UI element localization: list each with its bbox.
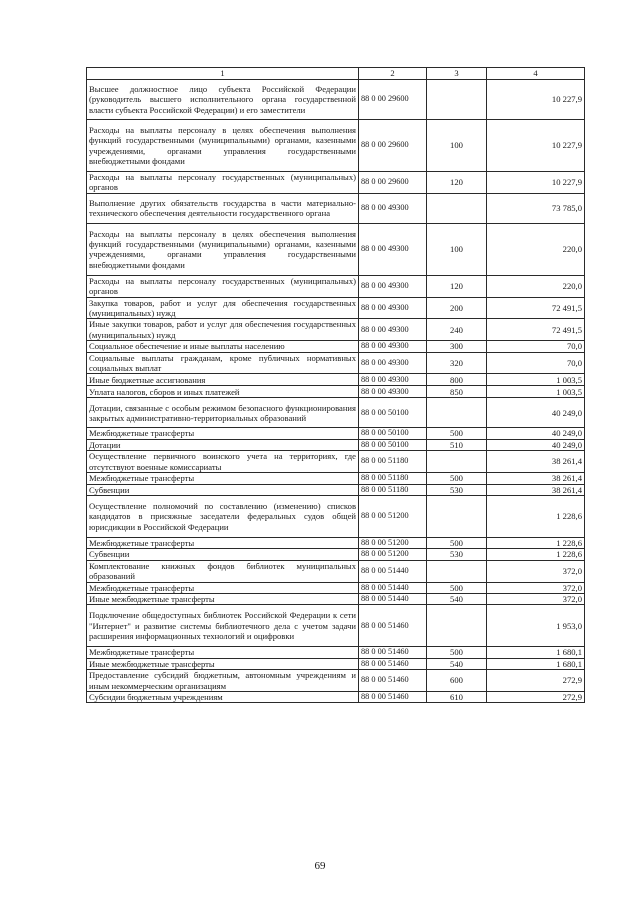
row-expense-type-cell: 500 (427, 537, 487, 548)
row-name-cell: Иные межбюджетные трансферты (87, 658, 359, 669)
column-header-2: 2 (359, 68, 427, 80)
row-amount-cell: 70,0 (487, 341, 585, 352)
table-row (87, 451, 585, 473)
row-code-cell: 88 0 00 51180 (359, 473, 427, 484)
row-code-cell: 88 0 00 51200 (359, 495, 427, 537)
row-amount-cell: 372,0 (487, 593, 585, 604)
table-row (87, 670, 585, 692)
column-header-4: 4 (487, 68, 585, 80)
row-expense-type-cell: 100 (427, 223, 487, 275)
row-name-cell: Дотации, связанные с особым режимом безопасного функционирования закрытых административно-территориальных образований (87, 398, 359, 428)
row-expense-type-cell: 510 (427, 439, 487, 450)
row-expense-type-cell: 500 (427, 647, 487, 658)
row-name-cell: Предоставление субсидий бюджетным, автономным учреждениям и иным некоммерческим организациям (87, 670, 359, 692)
row-expense-type-cell: 120 (427, 275, 487, 297)
table-row (87, 593, 585, 604)
row-amount-cell: 10 227,9 (487, 120, 585, 172)
row-name-cell: Иные бюджетные ассигнования (87, 374, 359, 386)
row-expense-type-cell: 800 (427, 374, 487, 386)
row-name-cell: Комплектование книжных фондов библиотек муниципальных образований (87, 560, 359, 582)
row-name-cell: Межбюджетные трансферты (87, 647, 359, 658)
row-amount-cell: 1 953,0 (487, 605, 585, 647)
row-expense-type-cell (427, 495, 487, 537)
row-name-cell: Иные межбюджетные трансферты (87, 593, 359, 604)
row-amount-cell: 1 680,1 (487, 658, 585, 669)
table-row (87, 647, 585, 658)
row-code-cell: 88 0 00 51460 (359, 605, 427, 647)
row-amount-cell: 1 228,6 (487, 495, 585, 537)
row-name-cell: Иные закупки товаров, работ и услуг для обеспечения государственных (муниципальных) нужд (87, 319, 359, 341)
row-amount-cell: 10 227,9 (487, 172, 585, 194)
table-row (87, 495, 585, 537)
row-amount-cell: 38 261,4 (487, 451, 585, 473)
table-row (87, 473, 585, 484)
row-name-cell: Расходы на выплаты персоналу в целях обеспечения выполнения функций государственными (муниципальными) органами, казенными учреждениями, органами управления государственными внебюджетными фондами (87, 223, 359, 275)
row-name-cell: Расходы на выплаты персоналу государственных (муниципальных) органов (87, 275, 359, 297)
row-name-cell: Межбюджетные трансферты (87, 473, 359, 484)
row-expense-type-cell (427, 560, 487, 582)
row-code-cell: 88 0 00 49300 (359, 352, 427, 374)
table-row (87, 428, 585, 439)
row-amount-cell: 10 227,9 (487, 80, 585, 120)
row-code-cell: 88 0 00 49300 (359, 223, 427, 275)
row-amount-cell: 1 680,1 (487, 647, 585, 658)
table-row (87, 560, 585, 582)
row-name-cell: Подключение общедоступных библиотек Российской Федерации к сети "Интернет" и развитие системы библиотечного дела с учетом задачи расширения информационных технологий и оцифровки (87, 605, 359, 647)
row-expense-type-cell (427, 451, 487, 473)
row-code-cell: 88 0 00 51440 (359, 582, 427, 593)
table-row (87, 691, 585, 702)
row-code-cell: 88 0 00 49300 (359, 341, 427, 352)
table-row (87, 120, 585, 172)
row-amount-cell: 70,0 (487, 352, 585, 374)
row-name-cell: Расходы на выплаты персоналу государственных (муниципальных) органов (87, 172, 359, 194)
budget-table (86, 67, 585, 703)
row-expense-type-cell (427, 193, 487, 223)
row-expense-type-cell: 540 (427, 593, 487, 604)
table-row (87, 80, 585, 120)
row-amount-cell: 220,0 (487, 275, 585, 297)
row-expense-type-cell: 200 (427, 297, 487, 319)
row-code-cell: 88 0 00 49300 (359, 374, 427, 386)
table-row (87, 341, 585, 352)
row-amount-cell: 1 228,6 (487, 549, 585, 560)
table-row (87, 605, 585, 647)
row-code-cell: 88 0 00 50100 (359, 428, 427, 439)
row-code-cell: 88 0 00 51200 (359, 549, 427, 560)
row-code-cell: 88 0 00 51200 (359, 537, 427, 548)
row-amount-cell: 220,0 (487, 223, 585, 275)
row-name-cell: Межбюджетные трансферты (87, 428, 359, 439)
row-amount-cell: 372,0 (487, 582, 585, 593)
row-expense-type-cell: 320 (427, 352, 487, 374)
row-amount-cell: 40 249,0 (487, 439, 585, 450)
table-row (87, 658, 585, 669)
row-amount-cell: 272,9 (487, 691, 585, 702)
row-name-cell: Осуществление первичного воинского учета на территориях, где отсутствуют военные комиссариаты (87, 451, 359, 473)
row-expense-type-cell: 540 (427, 658, 487, 669)
row-amount-cell: 372,0 (487, 560, 585, 582)
row-name-cell: Субвенции (87, 549, 359, 560)
row-expense-type-cell: 500 (427, 473, 487, 484)
table-row (87, 549, 585, 560)
row-name-cell: Уплата налогов, сборов и иных платежей (87, 386, 359, 398)
row-expense-type-cell: 850 (427, 386, 487, 398)
row-code-cell: 88 0 00 51460 (359, 691, 427, 702)
row-code-cell: 88 0 00 49300 (359, 297, 427, 319)
header-row (87, 68, 585, 80)
row-code-cell: 88 0 00 51440 (359, 593, 427, 604)
row-amount-cell: 1 003,5 (487, 374, 585, 386)
row-code-cell: 88 0 00 49300 (359, 275, 427, 297)
row-code-cell: 88 0 00 49300 (359, 386, 427, 398)
table-row (87, 297, 585, 319)
table-row (87, 172, 585, 194)
row-code-cell: 88 0 00 49300 (359, 193, 427, 223)
row-amount-cell: 72 491,5 (487, 297, 585, 319)
table-row (87, 223, 585, 275)
row-amount-cell: 272,9 (487, 670, 585, 692)
table-row (87, 439, 585, 450)
row-expense-type-cell: 610 (427, 691, 487, 702)
table-row (87, 374, 585, 386)
row-code-cell: 88 0 00 51440 (359, 560, 427, 582)
table-row (87, 275, 585, 297)
row-name-cell: Расходы на выплаты персоналу в целях обеспечения выполнения функций государственными (муниципальными) органами, казенными учреждениями, органами управления государственными внебюджетными фондами (87, 120, 359, 172)
row-expense-type-cell: 100 (427, 120, 487, 172)
row-name-cell: Межбюджетные трансферты (87, 582, 359, 593)
row-name-cell: Межбюджетные трансферты (87, 537, 359, 548)
table-row (87, 352, 585, 374)
row-expense-type-cell: 240 (427, 319, 487, 341)
row-amount-cell: 40 249,0 (487, 428, 585, 439)
row-amount-cell: 1 003,5 (487, 386, 585, 398)
row-expense-type-cell: 600 (427, 670, 487, 692)
row-name-cell: Высшее должностное лицо субъекта Российской Федерации (руководитель высшего исполнительного органа государственной власти субъекта Российской Федерации) и его заместители (87, 80, 359, 120)
row-amount-cell: 38 261,4 (487, 484, 585, 495)
row-code-cell: 88 0 00 49300 (359, 319, 427, 341)
row-name-cell: Социальные выплаты гражданам, кроме публичных нормативных социальных выплат (87, 352, 359, 374)
table-row (87, 319, 585, 341)
row-name-cell: Закупка товаров, работ и услуг для обеспечения государственных (муниципальных) нужд (87, 297, 359, 319)
row-name-cell: Субвенции (87, 484, 359, 495)
page-number: 69 (314, 860, 326, 872)
row-name-cell: Дотации (87, 439, 359, 450)
table-row (87, 537, 585, 548)
row-name-cell: Осуществление полномочий по составлению (изменению) списков кандидатов в присяжные заседатели федеральных судов общей юрисдикции в Российской Федерации (87, 495, 359, 537)
row-expense-type-cell: 300 (427, 341, 487, 352)
row-expense-type-cell: 120 (427, 172, 487, 194)
row-expense-type-cell: 530 (427, 484, 487, 495)
row-code-cell: 88 0 00 51180 (359, 451, 427, 473)
row-amount-cell: 40 249,0 (487, 398, 585, 428)
row-expense-type-cell (427, 398, 487, 428)
row-amount-cell: 1 228,6 (487, 537, 585, 548)
row-expense-type-cell (427, 80, 487, 120)
row-code-cell: 88 0 00 51460 (359, 647, 427, 658)
row-code-cell: 88 0 00 50100 (359, 398, 427, 428)
table-row (87, 484, 585, 495)
row-amount-cell: 72 491,5 (487, 319, 585, 341)
column-header-1: 1 (87, 68, 359, 80)
row-code-cell: 88 0 00 51180 (359, 484, 427, 495)
table-header (87, 68, 585, 80)
row-code-cell: 88 0 00 50100 (359, 439, 427, 450)
row-code-cell: 88 0 00 29600 (359, 120, 427, 172)
row-amount-cell: 73 785,0 (487, 193, 585, 223)
row-expense-type-cell: 530 (427, 549, 487, 560)
row-expense-type-cell (427, 605, 487, 647)
row-code-cell: 88 0 00 29600 (359, 172, 427, 194)
row-code-cell: 88 0 00 51460 (359, 658, 427, 669)
table-row (87, 582, 585, 593)
table-row (87, 386, 585, 398)
column-header-3: 3 (427, 68, 487, 80)
row-amount-cell: 38 261,4 (487, 473, 585, 484)
table-row (87, 193, 585, 223)
row-name-cell: Субсидии бюджетным учреждениям (87, 691, 359, 702)
table-row (87, 398, 585, 428)
row-expense-type-cell: 500 (427, 582, 487, 593)
row-name-cell: Выполнение других обязательств государства в части материально-технического обеспечения деятельности государственного органа (87, 193, 359, 223)
row-expense-type-cell: 500 (427, 428, 487, 439)
row-code-cell: 88 0 00 29600 (359, 80, 427, 120)
row-name-cell: Социальное обеспечение и иные выплаты населению (87, 341, 359, 352)
row-code-cell: 88 0 00 51460 (359, 670, 427, 692)
table-body (87, 80, 585, 703)
